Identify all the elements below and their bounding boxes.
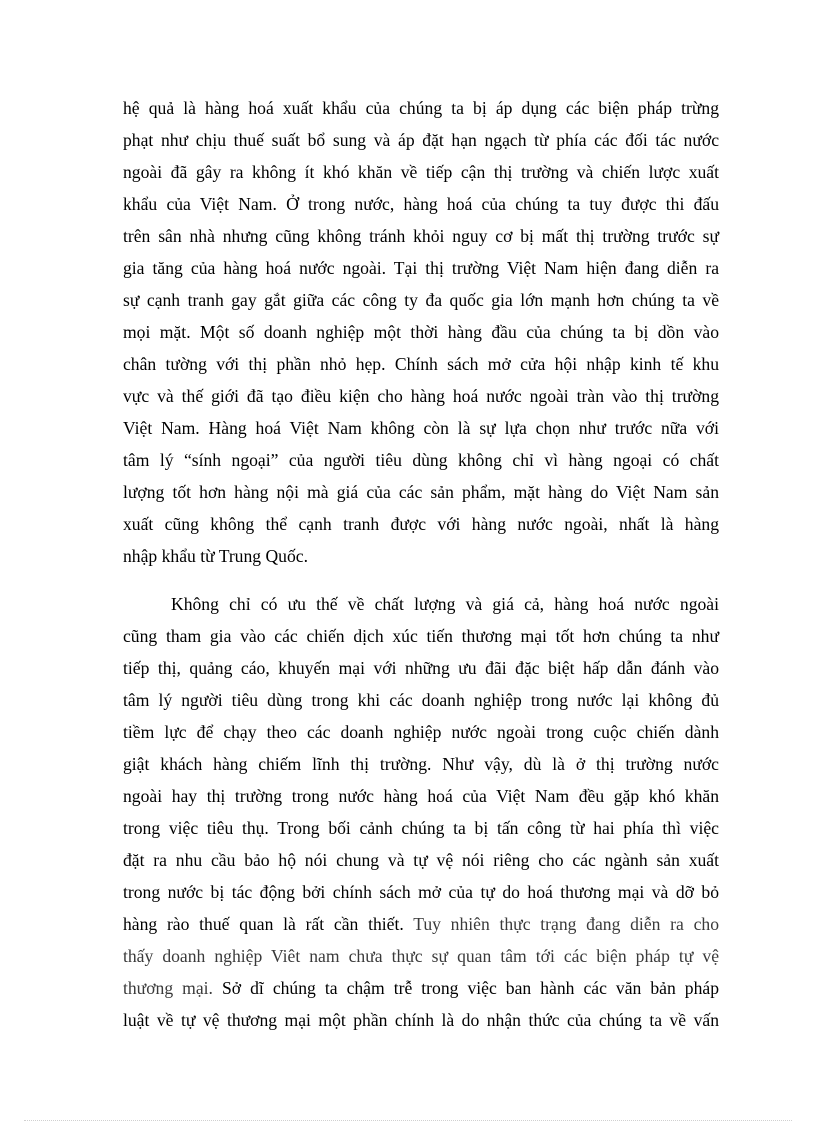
text-line: trong việc tiêu thụ. Trong bối cảnh chúng ta bị tấn công từ hai phía thì việc xyxy=(123,818,719,838)
text-line xyxy=(123,908,719,940)
text-line: đặt ra nhu cầu bảo hộ nói chung và tự vệ nói riêng cho các ngành sản xuất xyxy=(123,850,719,870)
paragraph-1 xyxy=(123,92,719,572)
text-line: trên sân nhà nhưng cũng không tránh khỏi nguy cơ bị mất thị trường trước sự xyxy=(123,226,719,246)
text-line: cũng tham gia vào các chiến dịch xúc tiến thương mại tốt hơn chúng ta như xyxy=(123,626,719,646)
text-line: ngoài đã gây ra không ít khó khăn về tiếp cận thị trường và chiến lược xuất xyxy=(123,162,719,182)
text-line: thấy doanh nghiệp Viêt nam chưa thực sự quan tâm tới các biện pháp tự vệ xyxy=(123,946,719,966)
text-line: tiềm lực để chạy theo các doanh nghiệp nước ngoài trong cuộc chiến dành xyxy=(123,722,719,742)
text-line: Việt Nam. Hàng hoá Việt Nam không còn là sự lựa chọn như trước nữa với xyxy=(123,418,719,438)
paragraph-spacer xyxy=(123,572,719,588)
page-bottom-divider xyxy=(24,1120,792,1121)
text-line: tâm lý “sính ngoại” của người tiêu dùng không chỉ vì hàng ngoại có chất xyxy=(123,450,719,470)
text-line xyxy=(123,972,719,1004)
text-line: tâm lý người tiêu dùng trong khi các doanh nghiệp trong nước lại không đủ xyxy=(123,690,719,710)
text-line: nhập khẩu từ Trung Quốc. xyxy=(123,546,308,566)
text-segment: hàng rào thuế quan là rất cần thiết. xyxy=(123,914,404,934)
text-line: trong nước bị tác động bởi chính sách mở của tự do hoá thương mại và dỡ bỏ xyxy=(123,882,719,902)
text-segment: Tuy nhiên thực trạng đang diễn ra cho xyxy=(413,914,719,934)
text-line: lượng tốt hơn hàng nội mà giá của các sản phẩm, mặt hàng do Việt Nam sản xyxy=(123,482,719,502)
text-line: luật về tự vệ thương mại một phần chính là do nhận thức của chúng ta về vấn xyxy=(123,1010,719,1030)
text-line: giật khách hàng chiếm lĩnh thị trường. Như vậy, dù là ở thị trường nước xyxy=(123,754,719,774)
text-line: ngoài hay thị trường trong nước hàng hoá của Việt Nam đều gặp khó khăn xyxy=(123,786,719,806)
text-line: xuất cũng không thể cạnh tranh được với hàng nước ngoài, nhất là hàng xyxy=(123,514,719,534)
text-line: tiếp thị, quảng cáo, khuyến mại với những ưu đãi đặc biệt hấp dẫn đánh vào xyxy=(123,658,719,678)
paragraph-2 xyxy=(123,588,719,1036)
text-line: vực và thế giới đã tạo điều kiện cho hàng hoá nước ngoài tràn vào thị trường xyxy=(123,386,719,406)
text-segment: thương mại. xyxy=(123,978,213,998)
text-line: sự cạnh tranh gay gắt giữa các công ty đa quốc gia lớn mạnh hơn chúng ta về xyxy=(123,290,719,310)
text-line: khẩu của Việt Nam. Ở trong nước, hàng hoá của chúng ta tuy được thi đấu xyxy=(123,194,719,214)
text-segment: Sở dĩ chúng ta chậm trễ trong việc ban hành các văn bản pháp xyxy=(221,978,719,998)
text-line: phạt như chịu thuế suất bổ sung và áp đặt hạn ngạch từ phía các đối tác nước xyxy=(123,130,719,150)
text-line: gia tăng của hàng hoá nước ngoài. Tại thị trường Việt Nam hiện đang diễn ra xyxy=(123,258,719,278)
text-line: hệ quả là hàng hoá xuất khẩu của chúng ta bị áp dụng các biện pháp trừng xyxy=(123,98,719,118)
text-line: Không chỉ có ưu thế về chất lượng và giá cả, hàng hoá nước ngoài xyxy=(171,594,719,614)
text-line: chân tường với thị phần nhỏ hẹp. Chính sách mở cửa hội nhập kinh tế khu xyxy=(123,354,719,374)
text-line: mọi mặt. Một số doanh nghiệp một thời hàng đầu của chúng ta bị dồn vào xyxy=(123,322,719,342)
document-body xyxy=(123,92,719,1036)
